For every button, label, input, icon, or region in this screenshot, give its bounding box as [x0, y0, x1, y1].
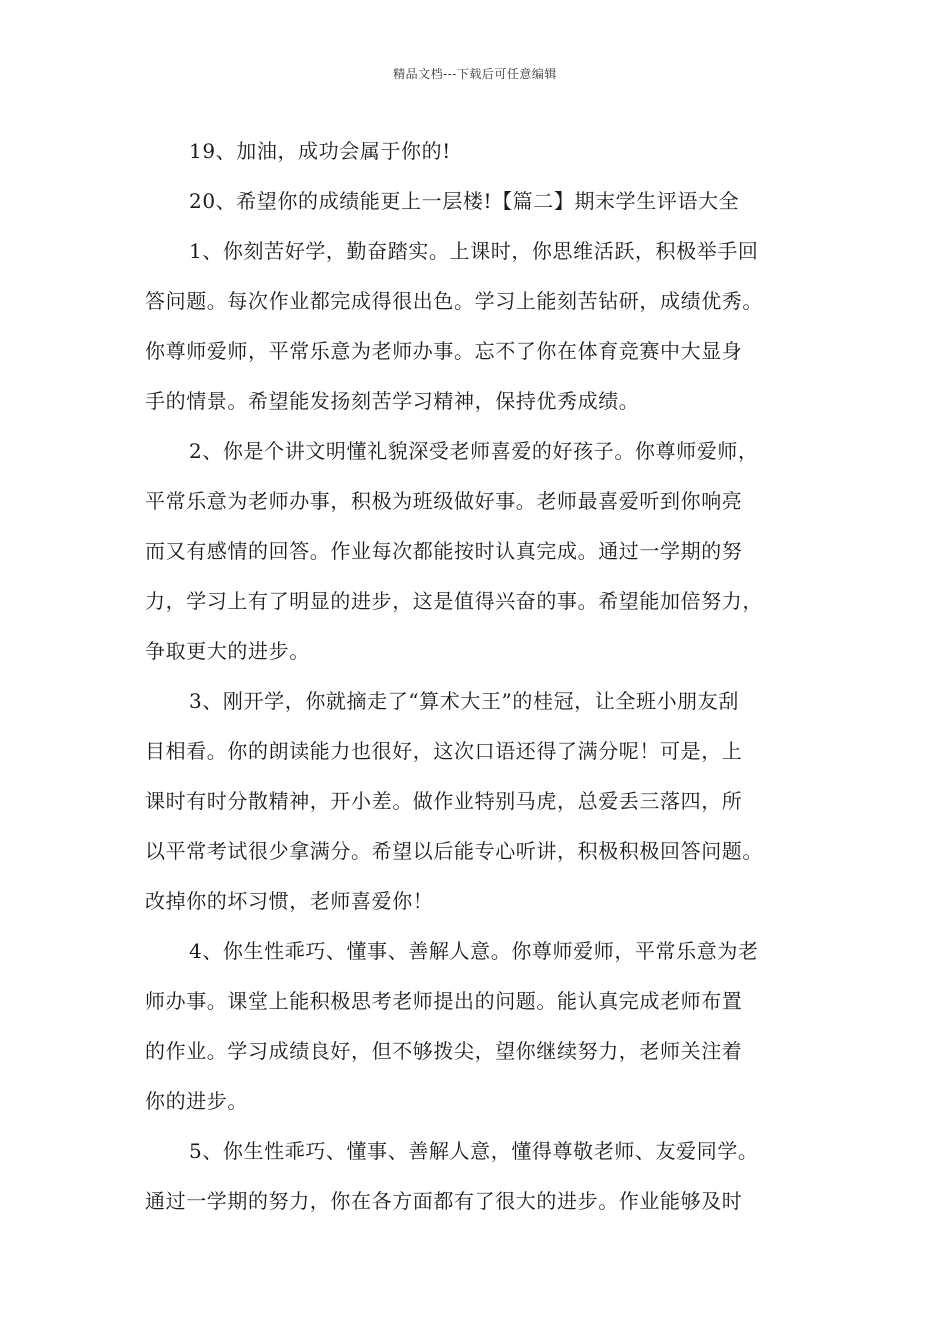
text-line: 目相看。你的朗读能力也很好，这次口语还得了满分呢！可是，上	[145, 739, 743, 763]
text-line: 课时有时分散精神，开小差。做作业特别马虎，总爱丢三落四，所	[145, 789, 743, 813]
text-line: 改掉你的坏习惯，老师喜爱你！	[145, 889, 434, 913]
text-line: 力，学习上有了明显的进步，这是值得兴奋的事。希望能加倍努力，	[145, 589, 763, 613]
text-line: 4、你生性乖巧、懂事、善解人意。你尊师爱师，平常乐意为老	[189, 939, 759, 963]
page-header: 精品文档---下载后可任意编辑	[393, 67, 557, 81]
text-line: 你尊师爱师，平常乐意为老师办事。忘不了你在体育竞赛中大显身	[145, 339, 743, 363]
text-line: 的作业。学习成绩良好，但不够拨尖，望你继续努力，老师关注着	[145, 1039, 743, 1063]
text-line: 师办事。课堂上能积极思考老师提出的问题。能认真完成老师布置	[145, 989, 743, 1013]
text-line: 5、你生性乖巧、懂事、善解人意，懂得尊敬老师、友爱同学。	[189, 1139, 759, 1163]
text-line: 而又有感情的回答。作业每次都能按时认真完成。通过一学期的努	[145, 539, 743, 563]
text-line: 2、你是个讲文明懂礼貌深受老师喜爱的好孩子。你尊师爱师，	[189, 439, 759, 463]
text-line: 你的进步。	[145, 1089, 248, 1113]
text-line: 答问题。每次作业都完成得很出色。学习上能刻苦钻研，成绩优秀。	[145, 289, 763, 313]
document-body	[145, 133, 815, 1233]
text-line: 争取更大的进步。	[145, 639, 310, 663]
text-line: 手的情景。希望能发扬刻苦学习精神，保持优秀成绩。	[145, 389, 640, 413]
text-line: 20、希望你的成绩能更上一层楼!【篇二】期末学生评语大全	[189, 189, 740, 213]
text-line: 平常乐意为老师办事，积极为班级做好事。老师最喜爱听到你响亮	[145, 489, 743, 513]
text-line: 3、刚开学，你就摘走了“算术大王”的桂冠，让全班小朋友刮	[189, 689, 739, 713]
text-line: 以平常考试很少拿满分。希望以后能专心听讲，积极积极回答问题。	[145, 839, 763, 863]
text-line: 19、加油，成功会属于你的!	[189, 139, 451, 163]
text-line: 1、你刻苦好学，勤奋踏实。上课时，你思维活跃，积极举手回	[189, 239, 759, 263]
text-line: 通过一学期的努力，你在各方面都有了很大的进步。作业能够及时	[145, 1189, 743, 1213]
